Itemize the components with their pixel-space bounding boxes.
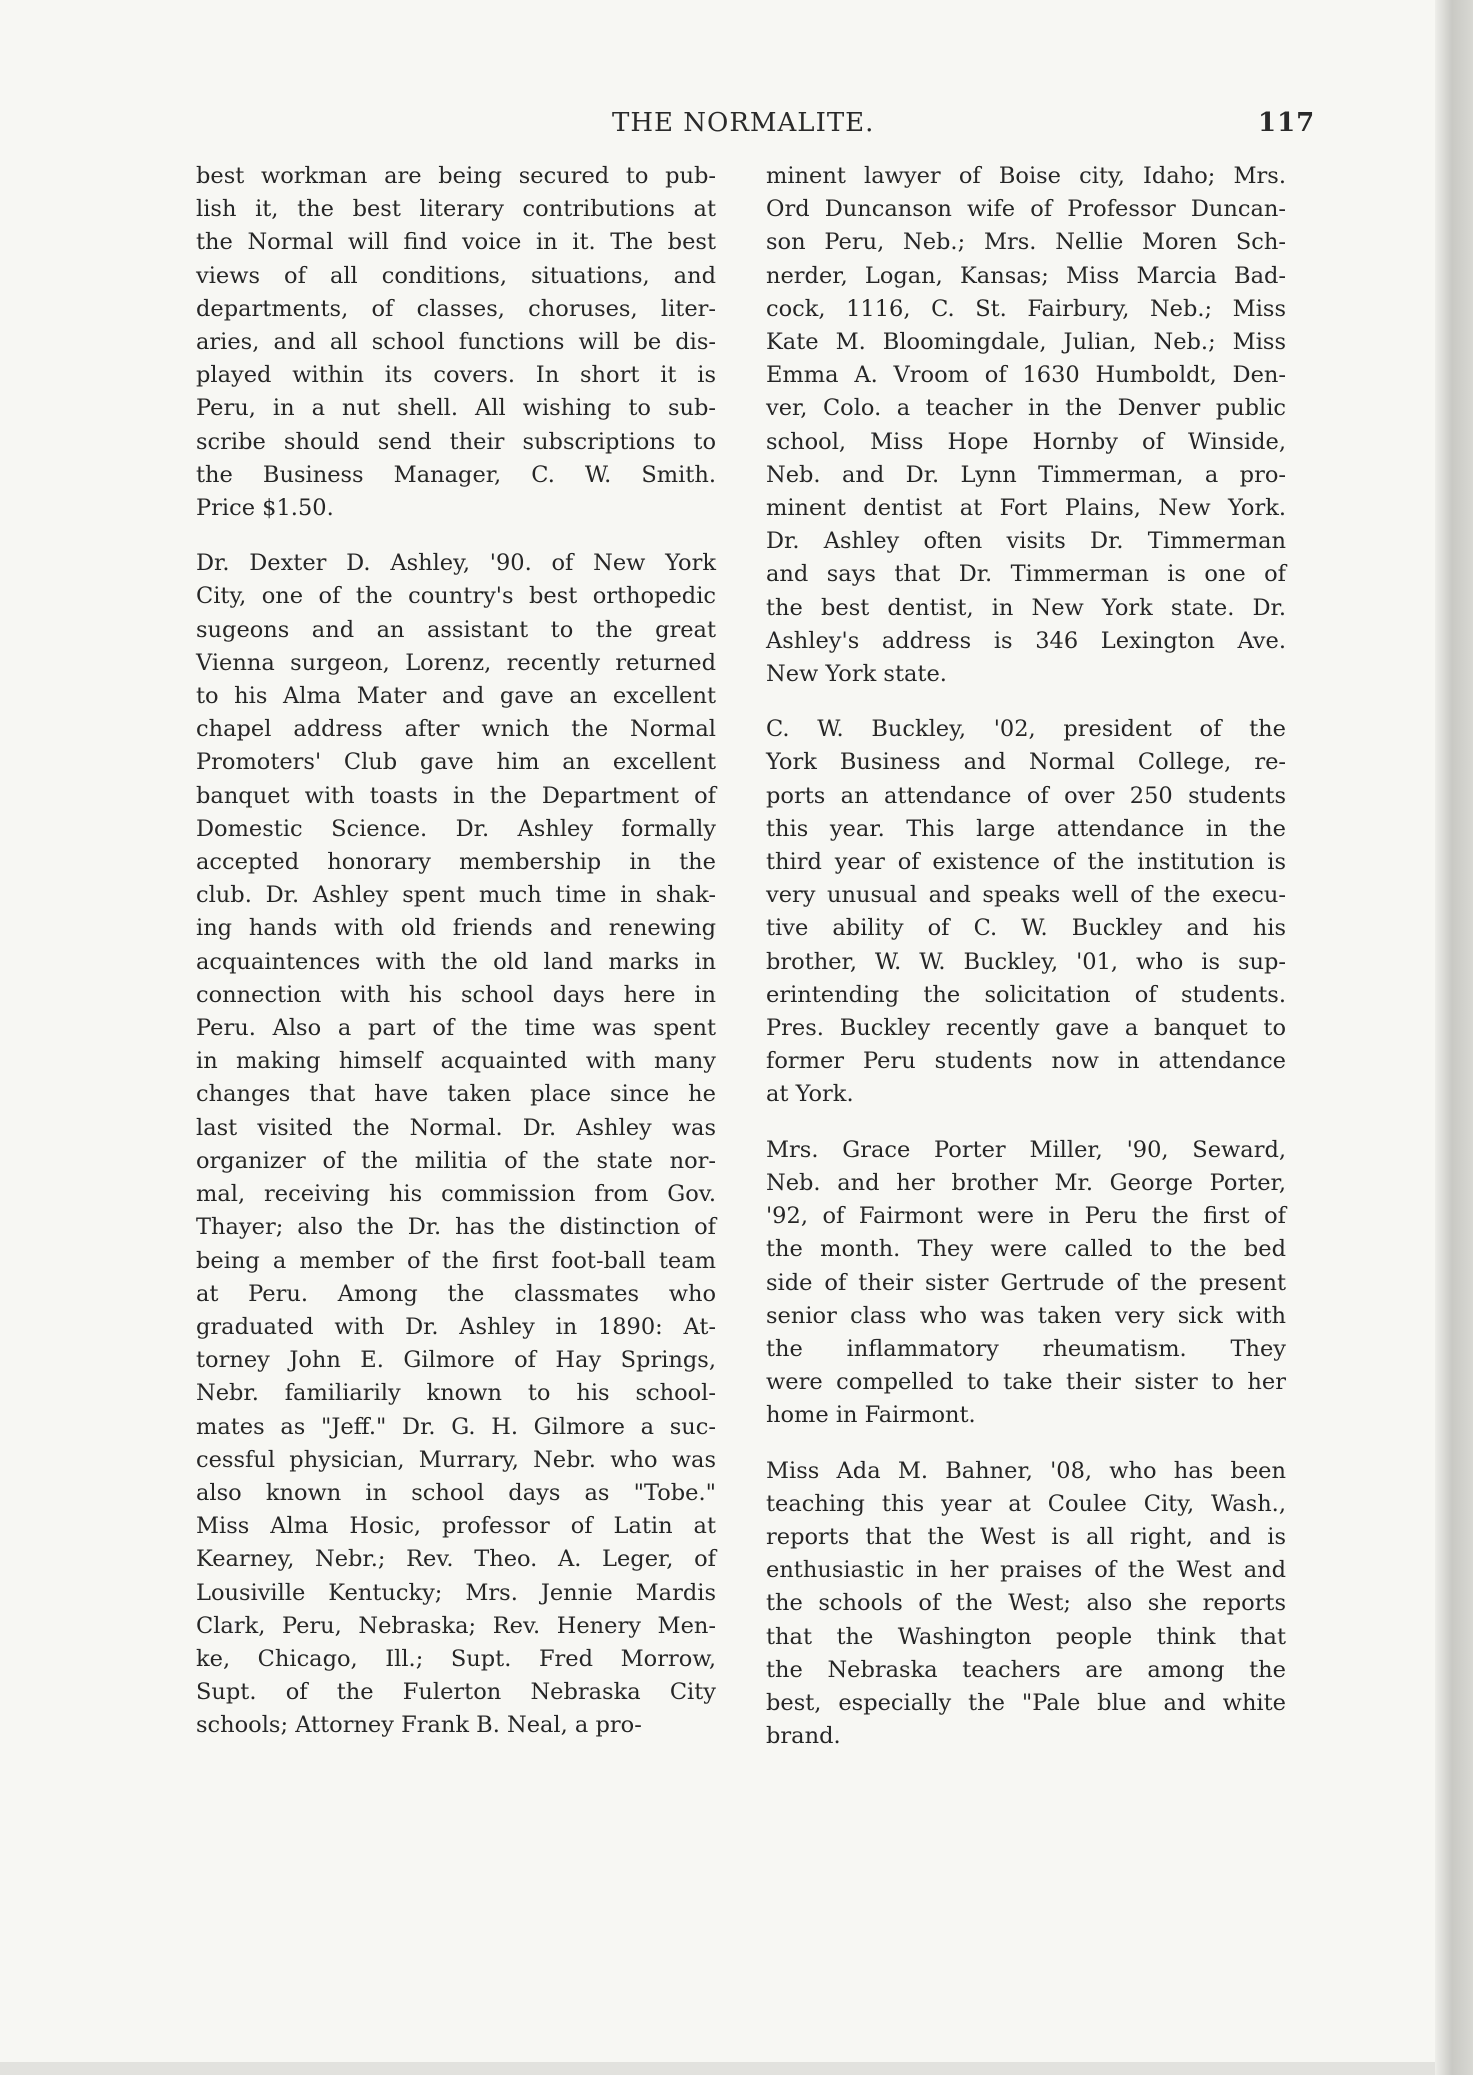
text-line: ke, Chicago, Ill.; Supt. Fred Morrow, xyxy=(196,1645,716,1672)
text-line: York Business and Normal College, re- xyxy=(766,749,1286,776)
text-line: best, especially the "Pale blue and white xyxy=(766,1689,1286,1716)
right-column-paragraph xyxy=(766,160,1286,691)
text-line: Neb. and her brother Mr. George Porter, xyxy=(766,1169,1286,1196)
text-line: mates as "Jeff." Dr. G. H. Gilmore a suc- xyxy=(196,1413,716,1440)
page-number: 117 xyxy=(1258,108,1316,138)
text-line: were compelled to take their sister to her xyxy=(766,1369,1286,1396)
text-line: and says that Dr. Timmerman is one of xyxy=(766,561,1286,588)
text-line: the Normal will find voice in it. The best xyxy=(196,229,716,256)
text-line: at Peru. Among the classmates who xyxy=(196,1280,716,1307)
text-line: being a member of the first foot-ball team xyxy=(196,1247,716,1274)
text-line: schools; Attorney Frank B. Neal, a pro- xyxy=(196,1712,642,1739)
text-line: in making himself acquainted with many xyxy=(196,1048,716,1075)
text-line: teaching this year at Coulee City, Wash., xyxy=(766,1490,1286,1517)
text-line: Nebr. familiarily known to his school- xyxy=(196,1380,716,1407)
text-line: graduated with Dr. Ashley in 1890: At- xyxy=(196,1313,716,1340)
text-line: views of all conditions, situations, and xyxy=(196,262,716,289)
text-line: this year. This large attendance in the xyxy=(766,815,1286,842)
text-line: the inflammatory rheumatism. They xyxy=(766,1335,1286,1362)
text-line: school, Miss Hope Hornby of Winside, xyxy=(766,428,1286,455)
text-line: Miss Alma Hosic, professor of Latin at xyxy=(196,1513,716,1540)
text-line: Mrs. Grace Porter Miller, '90, Seward, xyxy=(766,1136,1286,1163)
left-column xyxy=(196,160,716,1765)
running-title: THE NORMALITE. xyxy=(612,108,875,138)
text-line: Lousiville Kentucky; Mrs. Jennie Mardis xyxy=(196,1579,716,1606)
text-line: Vienna surgeon, Lorenz, recently returned xyxy=(196,649,716,676)
text-line: that the Washington people think that xyxy=(766,1623,1286,1650)
text-line: the Nebraska teachers are among the xyxy=(766,1656,1286,1683)
text-line: organizer of the militia of the state nor- xyxy=(196,1147,716,1174)
text-line: Ashley's address is 346 Lexington Ave. xyxy=(766,627,1286,654)
text-line: torney John E. Gilmore of Hay Springs, xyxy=(196,1347,716,1374)
text-line: New York state. xyxy=(766,661,947,688)
text-line: minent lawyer of Boise city, Idaho; Mrs. xyxy=(766,163,1286,189)
text-line: lish it, the best literary contributions at xyxy=(196,196,716,223)
page-header xyxy=(0,108,1443,148)
text-line: reports that the West is all right, and is xyxy=(766,1523,1286,1550)
text-line: also known in school days as "Tobe." xyxy=(196,1479,716,1506)
text-line: the schools of the West; also she reports xyxy=(766,1590,1286,1617)
text-line: Peru, in a nut shell. All wishing to sub- xyxy=(196,395,716,422)
text-line: at York. xyxy=(766,1081,854,1108)
text-line: minent dentist at Fort Plains, New York. xyxy=(766,495,1286,522)
right-column-paragraph xyxy=(766,713,1286,1111)
text-line: Miss Ada M. Bahner, '08, who has been xyxy=(766,1457,1286,1484)
text-line: Clark, Peru, Nebraska; Rev. Henery Men- xyxy=(196,1612,716,1639)
text-line: Supt. of the Fulerton Nebraska City xyxy=(196,1679,716,1706)
left-column-paragraph xyxy=(196,160,716,525)
text-line: the Business Manager, C. W. Smith. xyxy=(196,461,716,488)
text-line: side of their sister Gertrude of the present xyxy=(766,1269,1286,1296)
text-line: Kate M. Bloomingdale, Julian, Neb.; Miss xyxy=(766,329,1286,356)
text-line: Dr. Dexter D. Ashley, '90. of New York xyxy=(196,550,716,577)
text-line: aries, and all school functions will be dis- xyxy=(196,329,716,356)
text-line: brand. xyxy=(766,1723,841,1750)
text-line: Emma A. Vroom of 1630 Humboldt, Den- xyxy=(766,362,1286,389)
text-line: sugeons and an assistant to the great xyxy=(196,616,716,643)
text-line: Peru. Also a part of the time was spent xyxy=(196,1015,716,1042)
text-line: departments, of classes, choruses, liter- xyxy=(196,295,716,322)
text-line: Pres. Buckley recently gave a banquet to xyxy=(766,1015,1286,1042)
text-line: changes that have taken place since he xyxy=(196,1081,716,1108)
right-column-paragraph xyxy=(766,1134,1286,1433)
text-line: Kearney, Nebr.; Rev. Theo. A. Leger, of xyxy=(196,1546,716,1573)
text-line: ports an attendance of over 250 students xyxy=(766,782,1286,809)
text-line: to his Alma Mater and gave an excellent xyxy=(196,683,716,710)
text-line: Dr. Ashley often visits Dr. Timmerman xyxy=(766,528,1286,555)
text-line: erintending the solicitation of students. xyxy=(766,981,1286,1008)
text-line: scribe should send their subscriptions to xyxy=(196,428,716,455)
text-line: former Peru students now in attendance xyxy=(766,1048,1286,1075)
text-line: last visited the Normal. Dr. Ashley was xyxy=(196,1114,716,1141)
text-line: nerder, Logan, Kansas; Miss Marcia Bad- xyxy=(766,262,1286,289)
text-line: Promoters' Club gave him an excellent xyxy=(196,749,716,776)
text-line: cock, 1116, C. St. Fairbury, Neb.; Miss xyxy=(766,295,1286,322)
text-line: the month. They were called to the bed xyxy=(766,1236,1286,1263)
text-line: played within its covers. In short it is xyxy=(196,362,716,389)
text-line: '92, of Fairmont were in Peru the first of xyxy=(766,1203,1286,1230)
text-line: son Peru, Neb.; Mrs. Nellie Moren Sch- xyxy=(766,229,1286,256)
text-line: connection with his school days here in xyxy=(196,981,716,1008)
text-line: club. Dr. Ashley spent much time in shak- xyxy=(196,882,716,909)
text-line: accepted honorary membership in the xyxy=(196,849,716,876)
text-line: acquaintences with the old land marks in xyxy=(196,948,716,975)
text-line: ing hands with old friends and renewing xyxy=(196,915,716,942)
text-line: Price $1.50. xyxy=(196,495,334,522)
text-line: banquet with toasts in the Department of xyxy=(196,782,716,809)
text-line: enthusiastic in her praises of the West and xyxy=(766,1557,1286,1584)
text-line: best workman are being secured to pub- xyxy=(196,163,716,189)
text-line: home in Fairmont. xyxy=(766,1402,976,1429)
text-line: Domestic Science. Dr. Ashley formally xyxy=(196,815,716,842)
text-line: third year of existence of the institution is xyxy=(766,849,1286,876)
text-line: C. W. Buckley, '02, president of the xyxy=(766,716,1286,743)
text-line: the best dentist, in New York state. Dr. xyxy=(766,594,1286,621)
text-line: chapel address after wnich the Normal xyxy=(196,716,716,743)
text-line: tive ability of C. W. Buckley and his xyxy=(766,915,1286,942)
text-line: Neb. and Dr. Lynn Timmerman, a pro- xyxy=(766,461,1286,488)
right-column xyxy=(766,160,1286,1775)
text-line: mal, receiving his commission from Gov. xyxy=(196,1181,716,1208)
text-line: City, one of the country's best orthopedic xyxy=(196,583,716,610)
text-line: cessful physician, Murrary, Nebr. who was xyxy=(196,1446,716,1473)
text-line: brother, W. W. Buckley, '01, who is sup- xyxy=(766,948,1286,975)
text-line: Ord Duncanson wife of Professor Duncan- xyxy=(766,196,1286,223)
text-line: senior class who was taken very sick with xyxy=(766,1302,1286,1329)
text-line: Thayer; also the Dr. has the distinction of xyxy=(196,1214,716,1241)
left-column-paragraph xyxy=(196,547,716,1742)
text-line: very unusual and speaks well of the execu- xyxy=(766,882,1286,909)
text-line: ver, Colo. a teacher in the Denver public xyxy=(766,395,1286,422)
right-column-paragraph xyxy=(766,1455,1286,1754)
page-edge-shadow xyxy=(1435,0,1473,2075)
